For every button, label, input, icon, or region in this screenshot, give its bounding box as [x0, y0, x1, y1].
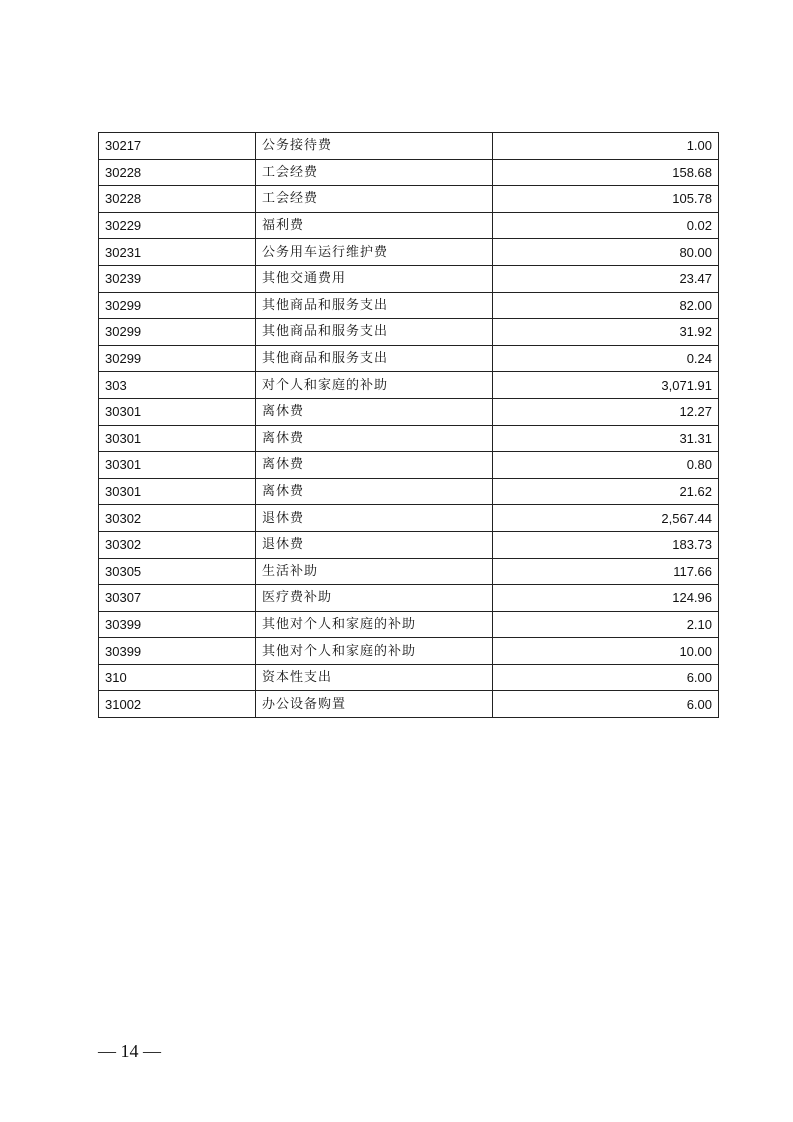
row-amount: 0.24 — [493, 345, 719, 372]
row-amount: 0.80 — [493, 452, 719, 479]
row-name: 离休费 — [256, 452, 493, 479]
page-number: — 14 — — [98, 1041, 161, 1061]
row-amount: 10.00 — [493, 638, 719, 665]
row-code: 30302 — [99, 531, 256, 558]
row-amount: 12.27 — [493, 398, 719, 425]
row-amount: 1.00 — [493, 133, 719, 160]
row-code: 30307 — [99, 585, 256, 612]
table-row — [99, 638, 719, 665]
budget-table-body — [99, 133, 719, 718]
row-name: 公务接待费 — [256, 133, 493, 160]
row-amount: 6.00 — [493, 691, 719, 718]
table-row — [99, 505, 719, 532]
table-row — [99, 691, 719, 718]
table-row — [99, 664, 719, 691]
row-amount: 82.00 — [493, 292, 719, 319]
row-amount: 3,071.91 — [493, 372, 719, 399]
row-amount: 117.66 — [493, 558, 719, 585]
table-row — [99, 372, 719, 399]
table-row — [99, 452, 719, 479]
row-code: 30228 — [99, 159, 256, 186]
row-name: 工会经费 — [256, 186, 493, 213]
table-row — [99, 292, 719, 319]
table-row — [99, 265, 719, 292]
row-amount: 80.00 — [493, 239, 719, 266]
row-code: 30299 — [99, 292, 256, 319]
row-name: 生活补助 — [256, 558, 493, 585]
row-code: 30301 — [99, 398, 256, 425]
table-row — [99, 531, 719, 558]
row-name: 办公设备购置 — [256, 691, 493, 718]
row-amount: 2.10 — [493, 611, 719, 638]
table-row — [99, 558, 719, 585]
row-name: 工会经费 — [256, 159, 493, 186]
row-name: 其他商品和服务支出 — [256, 319, 493, 346]
row-code: 310 — [99, 664, 256, 691]
row-code: 30301 — [99, 478, 256, 505]
row-amount: 2,567.44 — [493, 505, 719, 532]
table-row — [99, 345, 719, 372]
row-amount: 0.02 — [493, 212, 719, 239]
row-amount: 6.00 — [493, 664, 719, 691]
row-amount: 158.68 — [493, 159, 719, 186]
table-row — [99, 186, 719, 213]
row-code: 30229 — [99, 212, 256, 239]
row-name: 对个人和家庭的补助 — [256, 372, 493, 399]
row-name: 离休费 — [256, 398, 493, 425]
table-row — [99, 133, 719, 160]
row-code: 30299 — [99, 345, 256, 372]
row-name: 医疗费补助 — [256, 585, 493, 612]
row-code: 30399 — [99, 611, 256, 638]
table-row — [99, 398, 719, 425]
table-row — [99, 159, 719, 186]
row-name: 其他商品和服务支出 — [256, 292, 493, 319]
table-row — [99, 425, 719, 452]
row-code: 30399 — [99, 638, 256, 665]
row-code: 303 — [99, 372, 256, 399]
row-name: 其他交通费用 — [256, 265, 493, 292]
table-row — [99, 319, 719, 346]
row-name: 退休费 — [256, 531, 493, 558]
row-name: 公务用车运行维护费 — [256, 239, 493, 266]
row-amount: 105.78 — [493, 186, 719, 213]
row-amount: 23.47 — [493, 265, 719, 292]
row-name: 其他对个人和家庭的补助 — [256, 638, 493, 665]
row-code: 30239 — [99, 265, 256, 292]
table-row — [99, 212, 719, 239]
row-name: 福利费 — [256, 212, 493, 239]
row-amount: 21.62 — [493, 478, 719, 505]
row-code: 30217 — [99, 133, 256, 160]
row-name: 资本性支出 — [256, 664, 493, 691]
row-name: 其他对个人和家庭的补助 — [256, 611, 493, 638]
table-row — [99, 611, 719, 638]
row-code: 30299 — [99, 319, 256, 346]
row-code: 30301 — [99, 425, 256, 452]
table-row — [99, 478, 719, 505]
row-name: 退休费 — [256, 505, 493, 532]
row-amount: 31.31 — [493, 425, 719, 452]
row-code: 30305 — [99, 558, 256, 585]
row-code: 30302 — [99, 505, 256, 532]
row-code: 30231 — [99, 239, 256, 266]
budget-table — [98, 132, 719, 718]
row-amount: 124.96 — [493, 585, 719, 612]
row-code: 31002 — [99, 691, 256, 718]
row-name: 其他商品和服务支出 — [256, 345, 493, 372]
row-amount: 31.92 — [493, 319, 719, 346]
row-name: 离休费 — [256, 425, 493, 452]
row-name: 离休费 — [256, 478, 493, 505]
row-code: 30301 — [99, 452, 256, 479]
row-amount: 183.73 — [493, 531, 719, 558]
table-row — [99, 239, 719, 266]
row-code: 30228 — [99, 186, 256, 213]
table-row — [99, 585, 719, 612]
